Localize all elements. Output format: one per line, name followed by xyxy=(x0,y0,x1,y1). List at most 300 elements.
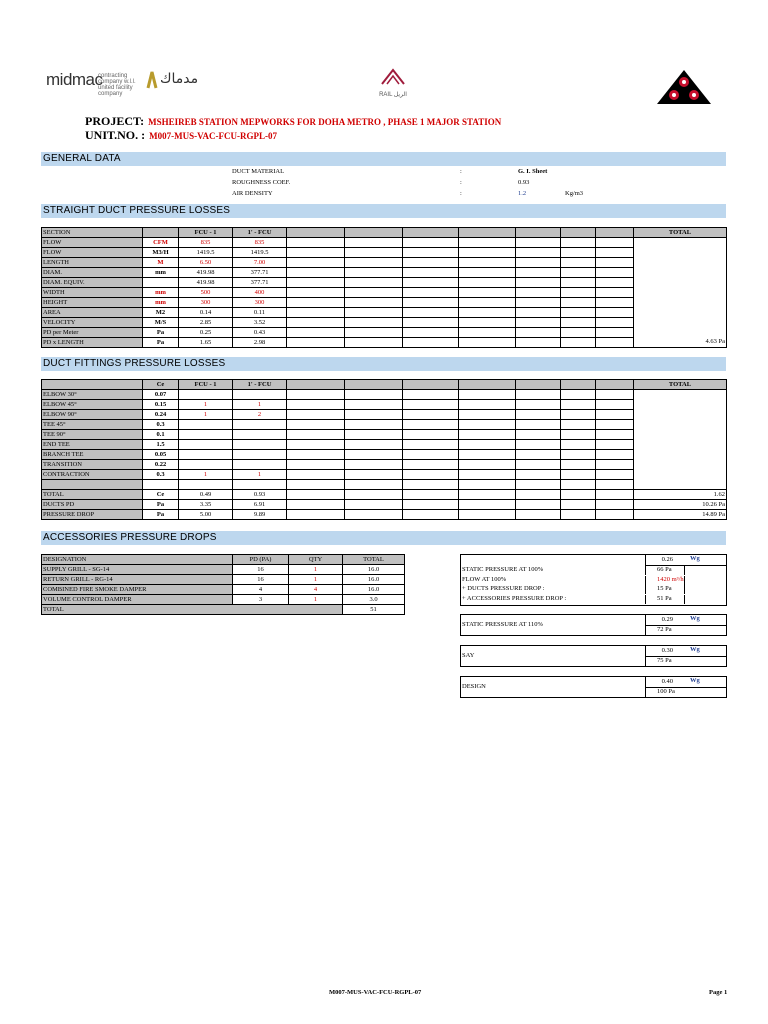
empty-cell xyxy=(459,318,516,328)
fittings-table xyxy=(41,379,727,520)
total-cell xyxy=(634,440,727,450)
ce-value: 0.3 xyxy=(143,420,179,430)
accessory-total: 16.0 xyxy=(343,575,405,585)
general-row xyxy=(0,179,768,189)
empty-cell xyxy=(596,510,634,520)
empty-cell xyxy=(459,308,516,318)
empty-cell xyxy=(403,450,459,460)
fcu1-qty xyxy=(179,450,233,460)
total-header: TOTAL xyxy=(634,228,727,238)
table-row xyxy=(42,268,727,278)
fcu2-value: 835 xyxy=(233,238,287,248)
empty-cell xyxy=(403,258,459,268)
empty-cell xyxy=(459,510,516,520)
empty-header-cell xyxy=(459,228,516,238)
fitting-label: TEE 90° xyxy=(42,430,143,440)
empty-cell xyxy=(287,410,345,420)
fcu1-total: 0.49 xyxy=(179,490,233,500)
table-row xyxy=(42,595,405,605)
empty-cell xyxy=(596,328,634,338)
total-cell xyxy=(634,390,727,400)
empty-cell xyxy=(345,430,403,440)
general-sep: : xyxy=(460,179,462,186)
row-label: DIAM. xyxy=(42,268,143,278)
fitting-label: TEE 45° xyxy=(42,420,143,430)
total-cell xyxy=(634,248,727,258)
empty-cell xyxy=(287,490,345,500)
empty-cell xyxy=(403,470,459,480)
empty-cell xyxy=(561,440,596,450)
empty-cell xyxy=(287,500,345,510)
total-cell xyxy=(634,238,727,248)
empty-cell xyxy=(596,420,634,430)
grand-total: 10.26 Pa xyxy=(634,500,727,510)
static100-row-value: 1420 m³/h xyxy=(645,576,685,585)
empty-cell xyxy=(596,288,634,298)
table-row xyxy=(42,328,727,338)
static100-row-label: + ACCESSORIES PRESSURE DROP : xyxy=(462,594,567,602)
fcu1-value: 835 xyxy=(179,238,233,248)
design-box xyxy=(460,676,727,698)
empty-cell xyxy=(459,490,516,500)
empty-cell xyxy=(287,338,345,348)
design-wg-unit: Wg xyxy=(690,677,700,684)
empty-cell xyxy=(287,390,345,400)
empty-cell xyxy=(516,318,561,328)
table-row xyxy=(42,390,727,400)
spacer-cell xyxy=(516,480,561,490)
ce-value: 0.24 xyxy=(143,410,179,420)
row-label: DIAM. EQUIV. xyxy=(42,278,143,288)
fcu1-value: 419.98 xyxy=(179,268,233,278)
empty-cell xyxy=(459,440,516,450)
row-label: AREA xyxy=(42,308,143,318)
empty-header-cell xyxy=(345,380,403,390)
total-cell xyxy=(634,460,727,470)
empty-cell xyxy=(516,238,561,248)
empty-cell xyxy=(287,430,345,440)
fitting-label: END TEE xyxy=(42,440,143,450)
empty-cell xyxy=(596,410,634,420)
empty-cell xyxy=(345,258,403,268)
table-row xyxy=(42,430,727,440)
empty-cell xyxy=(345,288,403,298)
empty-cell xyxy=(459,400,516,410)
table-row xyxy=(42,238,727,248)
fcu2-qty: 1 xyxy=(233,400,287,410)
total-cell xyxy=(634,318,727,328)
empty-cell xyxy=(596,308,634,318)
fitting-label: ELBOW 90° xyxy=(42,410,143,420)
empty-cell xyxy=(561,238,596,248)
empty-cell xyxy=(345,328,403,338)
accessories-header-row xyxy=(42,555,405,565)
fcu2-value: 0.43 xyxy=(233,328,287,338)
fcu2-qty xyxy=(233,440,287,450)
empty-cell xyxy=(287,328,345,338)
empty-cell xyxy=(596,278,634,288)
empty-cell xyxy=(516,308,561,318)
static-pressure-100-box xyxy=(460,554,727,606)
fcu1-value: 0.25 xyxy=(179,328,233,338)
empty-cell xyxy=(287,308,345,318)
static100-row-value: 66 Pa xyxy=(645,566,685,575)
ce-header: Ce xyxy=(143,380,179,390)
general-data-header: GENERAL DATA xyxy=(41,152,726,166)
empty-cell xyxy=(561,430,596,440)
empty-cell xyxy=(403,318,459,328)
empty-cell xyxy=(516,278,561,288)
static100-wg-value: 0.26 xyxy=(661,556,673,563)
accessory-name: COMBINED FIRE SMOKE DAMPER xyxy=(42,585,233,595)
row-unit: Pa xyxy=(143,328,179,338)
total-cell xyxy=(634,268,727,278)
empty-cell xyxy=(345,278,403,288)
accessories-total-row xyxy=(42,605,405,615)
spacer-cell xyxy=(42,480,143,490)
empty-cell xyxy=(516,400,561,410)
row-unit: mm xyxy=(143,298,179,308)
straight-duct-table xyxy=(41,227,727,348)
empty-cell xyxy=(596,440,634,450)
rail-emblem-icon xyxy=(378,68,408,86)
empty-cell xyxy=(403,460,459,470)
empty-header-cell xyxy=(596,228,634,238)
accessory-qty: 1 xyxy=(289,575,343,585)
ce-value: 0.1 xyxy=(143,430,179,440)
total-cell xyxy=(634,278,727,288)
empty-cell xyxy=(345,298,403,308)
label-header-cell xyxy=(42,380,143,390)
empty-cell xyxy=(287,268,345,278)
accessory-name: VOLUME CONTROL DAMPER xyxy=(42,595,233,605)
fcu2-value: 400 xyxy=(233,288,287,298)
row-unit: CFM xyxy=(143,238,179,248)
empty-cell xyxy=(516,440,561,450)
fcu1-value: 300 xyxy=(179,298,233,308)
table-row xyxy=(42,460,727,470)
static110-wg-value: 0.29 xyxy=(661,616,673,623)
static100-row-value: 51 Pa xyxy=(645,595,685,604)
empty-cell xyxy=(561,248,596,258)
table-row xyxy=(42,400,727,410)
total-cell xyxy=(634,328,727,338)
empty-cell xyxy=(516,410,561,420)
fcu1-qty xyxy=(179,390,233,400)
total-cell xyxy=(634,450,727,460)
col-fcu1-header: FCU - 1 xyxy=(179,380,233,390)
totals-unit: Pa xyxy=(143,500,179,510)
general-label: DUCT MATERIAL xyxy=(232,168,285,175)
midmac-logo-sub: contracting company w.l.l. united facility company xyxy=(98,73,136,97)
empty-cell xyxy=(403,420,459,430)
empty-cell xyxy=(345,238,403,248)
table-row xyxy=(42,585,405,595)
empty-cell xyxy=(459,248,516,258)
static100-row xyxy=(461,595,726,604)
static100-row xyxy=(461,566,726,575)
pd-header: PD (PA) xyxy=(233,555,289,565)
unit-line xyxy=(85,126,277,144)
total-cell xyxy=(634,430,727,440)
total-cell xyxy=(634,420,727,430)
empty-cell xyxy=(345,500,403,510)
empty-cell xyxy=(561,328,596,338)
empty-cell xyxy=(596,318,634,328)
empty-cell xyxy=(561,390,596,400)
accessory-qty: 1 xyxy=(289,595,343,605)
empty-cell xyxy=(403,248,459,258)
ce-value: 0.05 xyxy=(143,450,179,460)
spacer-cell xyxy=(345,480,403,490)
empty-cell xyxy=(516,500,561,510)
spacer-cell xyxy=(561,480,596,490)
row-label: WIDTH xyxy=(42,288,143,298)
empty-cell xyxy=(345,338,403,348)
unit-label: UNIT.NO. : xyxy=(85,128,146,142)
design-wg-value: 0.40 xyxy=(661,678,673,685)
fcu2-qty xyxy=(233,420,287,430)
row-label: HEIGHT xyxy=(42,298,143,308)
fcu1-value: 0.14 xyxy=(179,308,233,318)
empty-cell xyxy=(596,490,634,500)
qty-header: QTY xyxy=(289,555,343,565)
col-fcu2-header: 1' - FCU xyxy=(233,380,287,390)
totals-label: TOTAL xyxy=(42,490,143,500)
totals-row xyxy=(42,510,727,520)
fcu2-qty xyxy=(233,390,287,400)
empty-cell xyxy=(345,268,403,278)
accessory-total: 16.0 xyxy=(343,585,405,595)
row-unit: Pa xyxy=(143,338,179,348)
empty-cell xyxy=(596,268,634,278)
empty-cell xyxy=(345,420,403,430)
empty-cell xyxy=(516,258,561,268)
midmac-logo xyxy=(46,68,199,98)
accessory-qty: 1 xyxy=(289,565,343,575)
table-row xyxy=(42,575,405,585)
empty-cell xyxy=(287,460,345,470)
table-row xyxy=(42,248,727,258)
fcu1-value: 419.98 xyxy=(179,278,233,288)
footer-page-number: Page 1 xyxy=(709,989,728,996)
empty-cell xyxy=(561,298,596,308)
empty-cell xyxy=(345,440,403,450)
fcu1-qty: 1 xyxy=(179,410,233,420)
empty-cell xyxy=(287,440,345,450)
designation-header: DESIGNATION xyxy=(42,555,233,565)
empty-cell xyxy=(459,410,516,420)
section-header: SECTION xyxy=(42,228,143,238)
empty-header-cell xyxy=(287,228,345,238)
total-cell xyxy=(634,258,727,268)
empty-cell xyxy=(561,288,596,298)
empty-cell xyxy=(345,248,403,258)
empty-cell xyxy=(561,308,596,318)
row-label: LENGTH xyxy=(42,258,143,268)
empty-cell xyxy=(516,338,561,348)
empty-header-cell xyxy=(345,228,403,238)
empty-cell xyxy=(596,430,634,440)
grand-total: 14.89 Pa xyxy=(634,510,727,520)
ce-value: 0.22 xyxy=(143,460,179,470)
fitting-label: ELBOW 30° xyxy=(42,390,143,400)
empty-cell xyxy=(561,338,596,348)
spacer-cell xyxy=(403,480,459,490)
general-sep: : xyxy=(460,168,462,175)
unit-header-cell xyxy=(143,228,179,238)
total-header: TOTAL xyxy=(343,555,405,565)
empty-cell xyxy=(403,308,459,318)
empty-cell xyxy=(459,500,516,510)
fcu1-qty xyxy=(179,420,233,430)
fcu2-value: 377.71 xyxy=(233,278,287,288)
fitting-label: ELBOW 45° xyxy=(42,400,143,410)
general-value: G. I. Sheet xyxy=(518,168,548,175)
empty-cell xyxy=(596,450,634,460)
accessory-pd: 16 xyxy=(233,565,289,575)
empty-cell xyxy=(561,258,596,268)
empty-header-cell xyxy=(516,228,561,238)
empty-cell xyxy=(403,510,459,520)
empty-cell xyxy=(345,510,403,520)
empty-cell xyxy=(345,470,403,480)
empty-cell xyxy=(459,390,516,400)
general-value: 0.93 xyxy=(518,179,530,186)
empty-cell xyxy=(459,268,516,278)
fcu1-qty xyxy=(179,440,233,450)
empty-cell xyxy=(345,490,403,500)
empty-cell xyxy=(287,420,345,430)
fcu1-qty: 1 xyxy=(179,400,233,410)
totals-row xyxy=(42,490,727,500)
empty-header-cell xyxy=(561,380,596,390)
row-unit: M xyxy=(143,258,179,268)
empty-cell xyxy=(287,318,345,328)
general-sep: : xyxy=(460,190,462,197)
empty-cell xyxy=(459,288,516,298)
ce-value: 0.3 xyxy=(143,470,179,480)
table-row xyxy=(42,565,405,575)
accessory-pd: 4 xyxy=(233,585,289,595)
fcu2-value: 3.52 xyxy=(233,318,287,328)
empty-header-cell xyxy=(561,228,596,238)
total-cell xyxy=(634,470,727,480)
spacer-cell xyxy=(179,480,233,490)
empty-cell xyxy=(516,420,561,430)
empty-cell xyxy=(459,298,516,308)
empty-cell xyxy=(596,500,634,510)
totals-label: DUCTS PD xyxy=(42,500,143,510)
empty-cell xyxy=(403,298,459,308)
fcu2-qty xyxy=(233,450,287,460)
unit-value: M007-MUS-VAC-FCU-RGPL-07 xyxy=(149,131,277,141)
fcu2-total: 6.91 xyxy=(233,500,287,510)
row-unit: M2 xyxy=(143,308,179,318)
table-row xyxy=(42,420,727,430)
empty-cell xyxy=(516,328,561,338)
row-label: PD x LENGTH xyxy=(42,338,143,348)
spacer-cell xyxy=(287,480,345,490)
accessory-total: 3.0 xyxy=(343,595,405,605)
say-wg-unit: Wg xyxy=(690,646,700,653)
static100-row-label: + DUCTS PRESSURE DROP : xyxy=(462,585,545,592)
midmac-logo-text: midmac xyxy=(46,70,103,89)
table-row xyxy=(42,338,727,348)
fcu1-qty xyxy=(179,430,233,440)
table-row xyxy=(42,470,727,480)
empty-cell xyxy=(345,460,403,470)
empty-cell xyxy=(459,420,516,430)
general-value: 1.2 xyxy=(518,190,527,197)
empty-cell xyxy=(561,318,596,328)
empty-cell xyxy=(345,410,403,420)
accessories-total-value: 51 xyxy=(343,605,405,615)
table-row xyxy=(42,278,727,288)
empty-cell xyxy=(561,450,596,460)
table-row xyxy=(42,318,727,328)
empty-cell xyxy=(345,318,403,328)
design-label: DESIGN xyxy=(462,683,486,690)
fitting-label: TRANSITION xyxy=(42,460,143,470)
fcu1-qty xyxy=(179,460,233,470)
row-label: FLOW xyxy=(42,248,143,258)
row-unit: mm xyxy=(143,288,179,298)
rail-logo-text: RAIL xyxy=(379,92,393,98)
empty-cell xyxy=(459,338,516,348)
table-row xyxy=(42,258,727,268)
static100-row-label: FLOW AT 100% xyxy=(462,575,507,583)
fcu2-qty xyxy=(233,430,287,440)
accessory-name: SUPPLY GRILL - SG-14 xyxy=(42,565,233,575)
straight-total-value: 4.63 Pa xyxy=(634,338,727,348)
empty-cell xyxy=(516,298,561,308)
fcu2-total: 0.93 xyxy=(233,490,287,500)
empty-cell xyxy=(561,410,596,420)
empty-cell xyxy=(561,400,596,410)
row-unit: mm xyxy=(143,268,179,278)
empty-header-cell xyxy=(596,380,634,390)
ce-value: 0.07 xyxy=(143,390,179,400)
table-row xyxy=(42,308,727,318)
row-label: VELOCITY xyxy=(42,318,143,328)
empty-cell xyxy=(596,470,634,480)
empty-cell xyxy=(287,238,345,248)
row-unit: M3/H xyxy=(143,248,179,258)
empty-cell xyxy=(596,400,634,410)
accessory-pd: 3 xyxy=(233,595,289,605)
empty-cell xyxy=(561,500,596,510)
total-cell xyxy=(634,288,727,298)
empty-cell xyxy=(596,390,634,400)
spacer-cell xyxy=(233,480,287,490)
empty-cell xyxy=(403,490,459,500)
empty-cell xyxy=(287,510,345,520)
fcu2-value: 2.98 xyxy=(233,338,287,348)
empty-header-cell xyxy=(287,380,345,390)
fcu2-value: 377.71 xyxy=(233,268,287,278)
fcu2-value: 0.11 xyxy=(233,308,287,318)
straight-header-row xyxy=(42,228,727,238)
empty-cell xyxy=(403,278,459,288)
accessories-total-label: TOTAL xyxy=(42,605,343,615)
spacer-cell xyxy=(143,480,179,490)
empty-cell xyxy=(596,248,634,258)
totals-unit: Pa xyxy=(143,510,179,520)
empty-cell xyxy=(459,328,516,338)
fcu2-qty: 2 xyxy=(233,410,287,420)
empty-cell xyxy=(459,460,516,470)
